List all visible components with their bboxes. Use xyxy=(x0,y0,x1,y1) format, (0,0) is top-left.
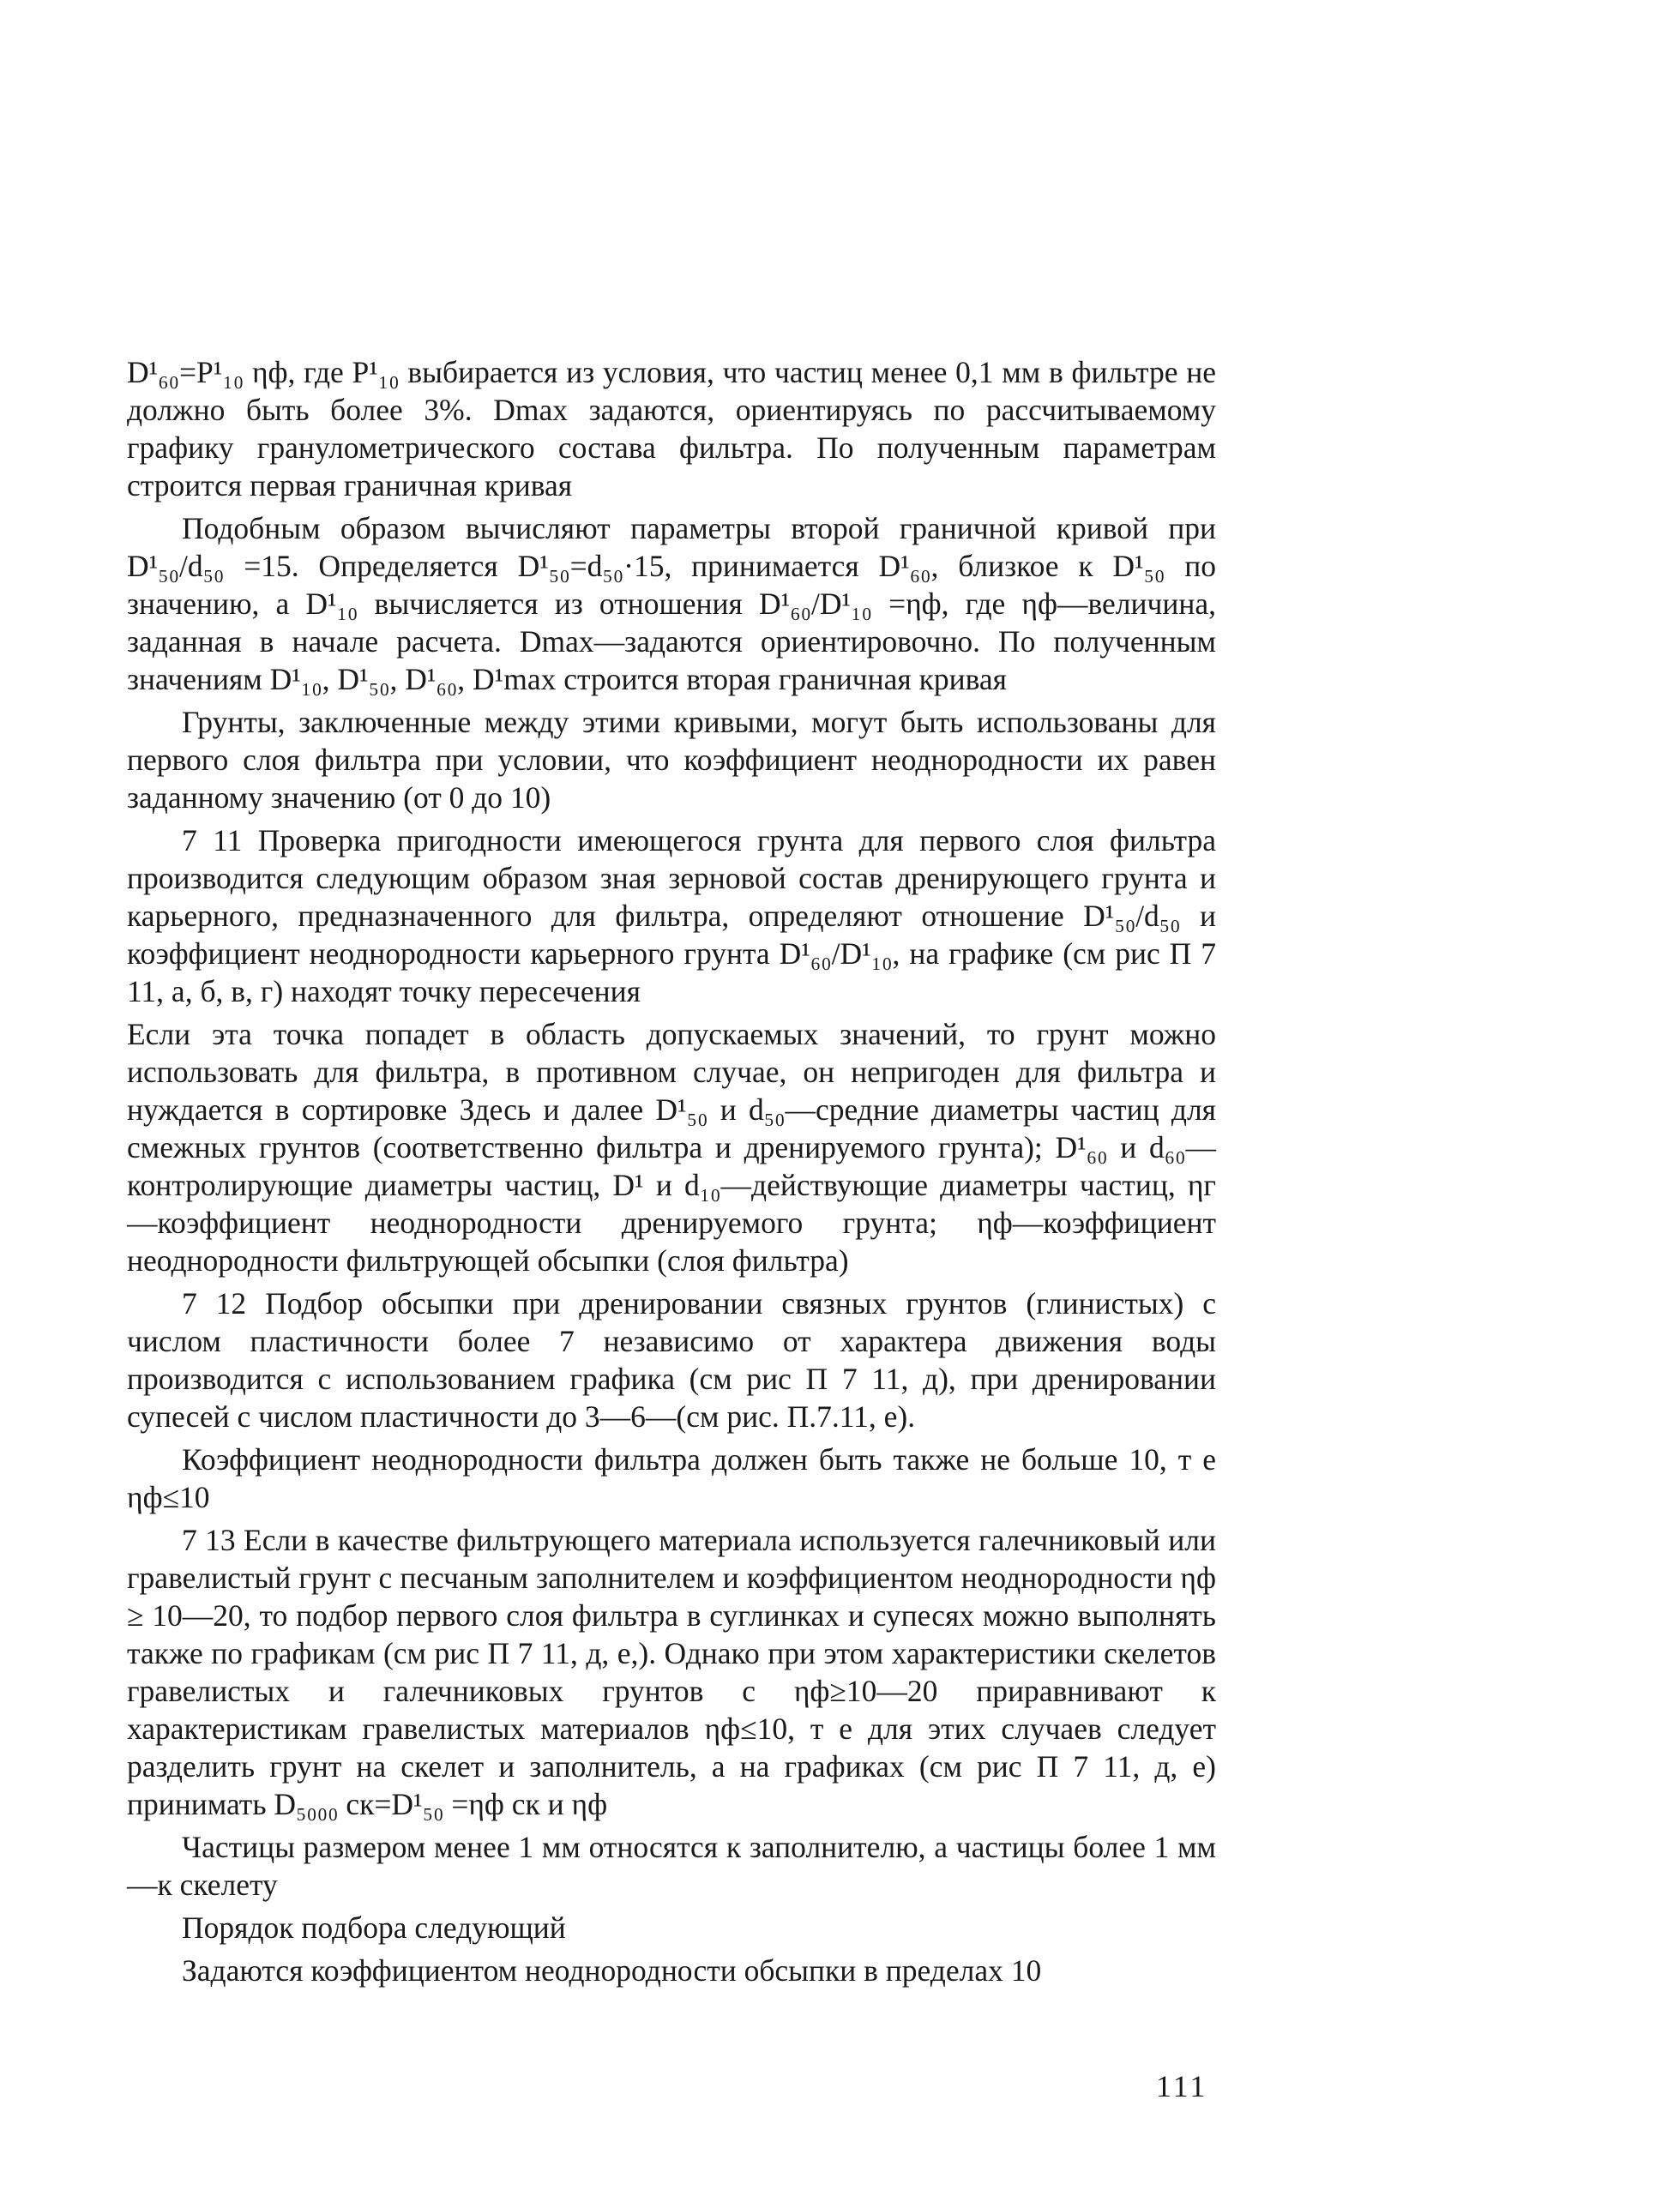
page-number: 111 xyxy=(1156,2069,1208,2103)
paragraph: D¹₆₀=P¹₁₀ ηф, где P¹₁₀ выбирается из условия, что частиц менее 0,1 мм в фильтре не должно быть более 3%. Dmax задаются, ориентируясь по рассчитываемому графику гранулометрического состава фильтра. По полученным параметрам строится первая граничная кривая xyxy=(127,355,1216,502)
paragraph: 7 13 Если в качестве фильтрующего материала используется галечниковый или гравелистый грунт с песчаным заполнителем и коэффициентом неоднородности ηф ≥ 10—20, то подбор первого слоя фильтра в суглинках и супесях можно выполнять также по графикам (см рис П 7 11, д, е,). Однако при этом характеристики скелетов гравелистых и галечниковых грунтов с ηф≥10—20 приравнивают к характеристикам гравелистых материалов ηф≤10, т е для этих случаев следует разделить грунт на скелет и заполнитель, а на графиках (см рис П 7 11, д, е) принимать D₅₀₀₀ ск=D¹₅₀ =ηф ск и ηф xyxy=(127,1523,1216,1821)
paragraph: Подобным образом вычисляют параметры второй граничной кривой при D¹₅₀/d₅₀ =15. Определяется D¹₅₀=d₅₀·15, принимается D¹₆₀, близкое к D¹₅₀ по значению, а D¹₁₀ вычисляется из отношения D¹₆₀/D¹₁₀ =ηф, где ηф—величина, заданная в начале расчета. Dmax—задаются ориентировочно. По полученным значениям D¹₁₀, D¹₅₀, D¹₆₀, D¹max строится вторая граничная кривая xyxy=(127,511,1216,696)
paragraph: 7 12 Подбор обсыпки при дренировании связных грунтов (глинистых) с числом пластичности более 7 независимо от характера движения воды производится с использованием графика (см рис П 7 11, д), при дренировании супесей с числом пластичности до 3—6—(см рис. П.7.11, е). xyxy=(127,1286,1216,1434)
paragraph: Если эта точка попадет в область допускаемых значений, то грунт можно использовать для фильтра, в противном случае, он непригоден для фильтра и нуждается в сортировке Здесь и далее D¹₅₀ и d₅₀—средние диаметры частиц для смежных грунтов (соответственно фильтра и дренируемого грунта); D¹₆₀ и d₆₀—контролирующие диаметры частиц, D¹ и d₁₀—действующие диаметры частиц, ηг —коэффициент неоднородности дренируемого грунта; ηф—коэффициент неоднородности фильтрующей обсыпки (слоя фильтра) xyxy=(127,1017,1216,1278)
paragraph: Коэффициент неоднородности фильтра должен быть также не больше 10, т е ηф≤10 xyxy=(127,1442,1216,1514)
body-text xyxy=(127,353,1216,1994)
paragraph: Порядок подбора следующий xyxy=(182,1910,566,1945)
paragraph: Частицы размером менее 1 мм относятся к заполнителю, а частицы более 1 мм—к скелету xyxy=(127,1830,1216,1902)
paragraph: Задаются коэффициентом неоднородности обсыпки в пределах 10 xyxy=(182,1953,1042,1988)
paragraph: Грунты, заключенные между этими кривыми, могут быть использованы для первого слоя фильтра при условии, что коэффициент неоднородности их равен заданному значению (от 0 до 10) xyxy=(127,705,1216,815)
paragraph: 7 11 Проверка пригодности имеющегося грунта для первого слоя фильтра производится следующим образом зная зерновой состав дренирующего грунта и карьерного, предназначенного для фильтра, определяют отношение D¹₅₀/d₅₀ и коэффициент неоднородности карьерного грунта D¹₆₀/D¹₁₀, на графике (см рис П 7 11, а, б, в, г) находят точку пересечения xyxy=(127,823,1216,1008)
